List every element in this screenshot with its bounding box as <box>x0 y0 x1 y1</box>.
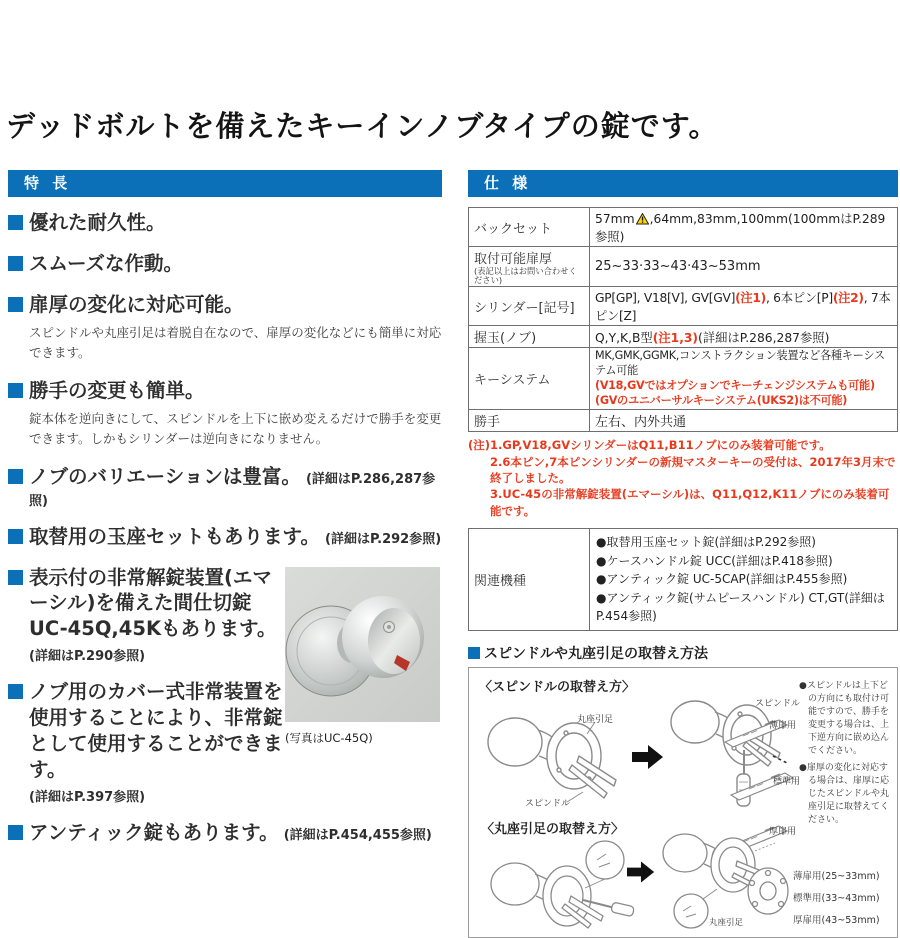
spec-note-2: 2.6本ピン,7本ピンシリンダーの新規マスターキーの受付は、2017年3月末で終了しました。 <box>490 454 896 486</box>
blue-square-bullet-icon <box>8 256 23 271</box>
related-model-item: ●ケースハンドル錠 UCC(詳細はP.418参照) <box>596 553 833 568</box>
cylinder-types: GP[GP], V18[V], GV[GV] <box>595 291 736 306</box>
feature-heading: 勝手の変更も簡単。 <box>29 378 205 402</box>
spec-value <box>590 287 898 326</box>
feature-heading: スムーズな作動。 <box>29 251 184 275</box>
feature-item-handing-change <box>8 378 442 449</box>
cylinder-types-3: , 7本ピン[Z] <box>595 291 891 324</box>
black-arrow-icon <box>632 744 664 770</box>
maruza-label-1: 丸座引足 <box>577 714 614 725</box>
replacement-diagram-box <box>468 667 898 938</box>
size-label-thin: 薄扉用(25~33mm) <box>793 870 880 882</box>
related-model-item: ●取替用玉座セット錠(詳細はP.292参照) <box>596 535 816 550</box>
related-models-label: 関連機種 <box>469 529 590 631</box>
related-models-list <box>590 529 898 631</box>
backset-value-2: ,64mm,83mm,100mm(100mmはP.289参照) <box>595 212 886 244</box>
feature-page-ref: (詳細はP.397参照) <box>29 789 146 805</box>
door-thickness-label-sub: (表記以上はお問い合わせください) <box>474 266 577 286</box>
photo-caption: (写真はUC-45Q) <box>285 730 373 745</box>
blue-square-bullet-icon <box>8 570 23 585</box>
related-model-item: ●アンティック錠 UC-5CAP(詳細はP.455参照) <box>596 572 848 587</box>
spec-row-knob <box>469 326 898 348</box>
feature-heading: ノブ用のカバー式非常装置を使用することにより、非常錠として使用することができます。 <box>29 680 283 782</box>
feature-item-smooth <box>8 251 442 277</box>
spec-value: 左右、内外共通 <box>590 410 898 432</box>
feature-heading: 優れた耐久性。 <box>29 211 166 234</box>
spec-note-1: (注)1.GP,V18,GVシリンダーはQ11,B11ノブにのみ装着可能です。 <box>468 438 831 453</box>
feature-page-ref: (詳細はP.454,455参照) <box>283 827 432 843</box>
door-knob-photo <box>285 567 440 722</box>
blue-square-bullet-icon <box>8 684 23 699</box>
spec-row-cylinder <box>469 287 898 326</box>
spindle-note-1: ●スピンドルは上下どの方向にも取付け可能ですので、勝手を変更する場合は、上下逆方向に嵌め込んでください。 <box>799 680 890 757</box>
spec-note-3: 3.UC-45の非常解錠装置(エマーシル)は、Q11,Q12,K11ノブにのみ装着可能です。 <box>490 487 890 518</box>
spindle-diagram-title: 〈スピンドルの取替え方〉 <box>479 679 636 695</box>
maruza-label-2: 丸座引足 <box>709 917 744 928</box>
features-photo-zone <box>8 565 442 805</box>
rose-plate-illustration <box>745 866 791 916</box>
feature-item-replacement-set <box>8 524 442 550</box>
feature-page-ref: (詳細はP.292参照) <box>325 531 442 547</box>
warning-icon <box>636 213 649 225</box>
spec-row-handing <box>469 410 898 432</box>
blue-square-bullet-icon <box>8 297 23 312</box>
replace-guide-heading-label: スピンドルや丸座引足の取替え方法 <box>484 645 708 662</box>
spec-row-backset <box>469 208 898 247</box>
spec-value <box>590 348 898 410</box>
black-arrow-icon <box>627 860 655 884</box>
door-thickness-label: 取付可能扉厚 <box>474 252 553 267</box>
cylinder-types-2: , 6本ピン[P] <box>765 291 833 306</box>
key-system-line3: (GVのユニバーサルキーシステム(UKS2)は不可能) <box>595 393 848 407</box>
feature-body: スピンドルや丸座引足は着脱自在なので、扉厚の変化などにも簡単に対応できます。 <box>29 324 442 360</box>
spec-label <box>469 247 590 287</box>
features-header <box>8 170 442 197</box>
features-panel <box>8 170 442 861</box>
spec-label: キーシステム <box>469 348 590 410</box>
knob-illustration-3-with-magnifier <box>487 836 637 936</box>
spindle-note-2: ●扉厚の変化に対応する場合は、扉厚に応じたスピンドルや丸座引足に取替えてください。 <box>799 763 890 826</box>
spec-label: シリンダー[記号] <box>469 287 590 326</box>
spec-value <box>590 326 898 348</box>
feature-item-door-thickness <box>8 292 442 363</box>
feature-item-antique <box>8 820 442 846</box>
spec-row-key-system <box>469 348 898 410</box>
page-title: デッドボルトを備えたキーインノブタイプの錠です。 <box>6 109 719 143</box>
blue-square-bullet-icon <box>8 825 23 840</box>
spindle-diagram-notes <box>799 680 894 832</box>
knob-page-ref: (詳細はP.286,287参照) <box>698 330 830 345</box>
spec-value <box>590 208 898 247</box>
feature-heading: 扉厚の変化に対応可能。 <box>29 292 244 316</box>
features-header-label: 特 長 <box>24 174 72 192</box>
cylinder-note2: (注2) <box>832 291 864 306</box>
specs-panel <box>468 170 898 938</box>
knob-note: (注1,3) <box>652 330 699 345</box>
size-label-standard: 標準用(33~43mm) <box>793 892 880 904</box>
feature-item-durability <box>8 210 442 236</box>
blue-square-bullet-icon <box>8 529 23 544</box>
blue-square-bullet-icon <box>8 469 23 484</box>
spec-value: 25~33·33~43·43~53mm <box>590 247 898 287</box>
related-models-table <box>468 528 898 631</box>
spec-notes <box>468 437 898 519</box>
feature-heading: 表示付の非常解錠装置(エマーシル)を備えた間仕切錠UC-45Q,45Kもあります。 <box>29 565 277 641</box>
spec-table <box>468 207 898 432</box>
spindle-label-1: スピンドル <box>525 798 571 809</box>
bar-label-thick: 厚扉用 <box>769 826 797 837</box>
backset-value-1: 57mm <box>595 212 635 226</box>
features-list <box>8 197 442 846</box>
feature-heading: ノブのバリエーションは豊富。 <box>29 464 301 488</box>
spec-row-door-thickness <box>469 247 898 287</box>
feature-heading: 取替用の玉座セットもあります。 <box>29 524 320 548</box>
feature-body: 錠本体を逆向きにして、スピンドルを上下に嵌め変えるだけで勝手を変更できます。しかもシリンダーは逆向きになりません。 <box>29 410 442 446</box>
related-model-item: ●アンティック錠(サムピースハンドル) CT,GT(詳細はP.454参照) <box>596 590 885 624</box>
feature-page-ref: (詳細はP.286,287参照) <box>29 471 436 509</box>
related-models-row <box>469 529 898 631</box>
product-photo-block <box>285 567 442 746</box>
spec-label: 握玉(ノブ) <box>469 326 590 348</box>
blue-square-bullet-icon <box>468 647 480 659</box>
blue-square-bullet-icon <box>8 383 23 398</box>
feature-page-ref: (詳細はP.290参照) <box>29 649 146 665</box>
spec-label: 勝手 <box>469 410 590 432</box>
blue-square-bullet-icon <box>8 215 23 230</box>
replace-guide-heading <box>468 643 898 663</box>
specs-header-label: 仕 様 <box>484 174 532 192</box>
specs-header <box>468 170 898 197</box>
maruza-diagram-title: 〈丸座引足の取替え方〉 <box>481 821 625 837</box>
spindle-label-2: スピンドル <box>755 698 801 709</box>
bar-label-thin: 薄扉用 <box>769 720 797 731</box>
cylinder-note1: (注1) <box>735 291 766 306</box>
feature-item-knob-variation <box>8 464 442 509</box>
size-label-thick: 厚扉用(43~53mm) <box>793 914 880 926</box>
key-system-line1: MK,GMK,GGMK,コンストラクション装置など各種キーシステム可能 <box>595 349 885 378</box>
bar-label-standard: 標準用 <box>773 776 801 787</box>
feature-heading: アンティック錠もあります。 <box>29 820 279 844</box>
feature-item-partition-lock <box>8 565 290 665</box>
key-system-line2: (V18,GVではオプションでキーチェンジシステムも可能) <box>595 378 875 392</box>
knob-types: Q,Y,K,B型 <box>595 330 653 345</box>
feature-item-emergency-cover <box>8 679 290 805</box>
spec-label: バックセット <box>469 208 590 247</box>
